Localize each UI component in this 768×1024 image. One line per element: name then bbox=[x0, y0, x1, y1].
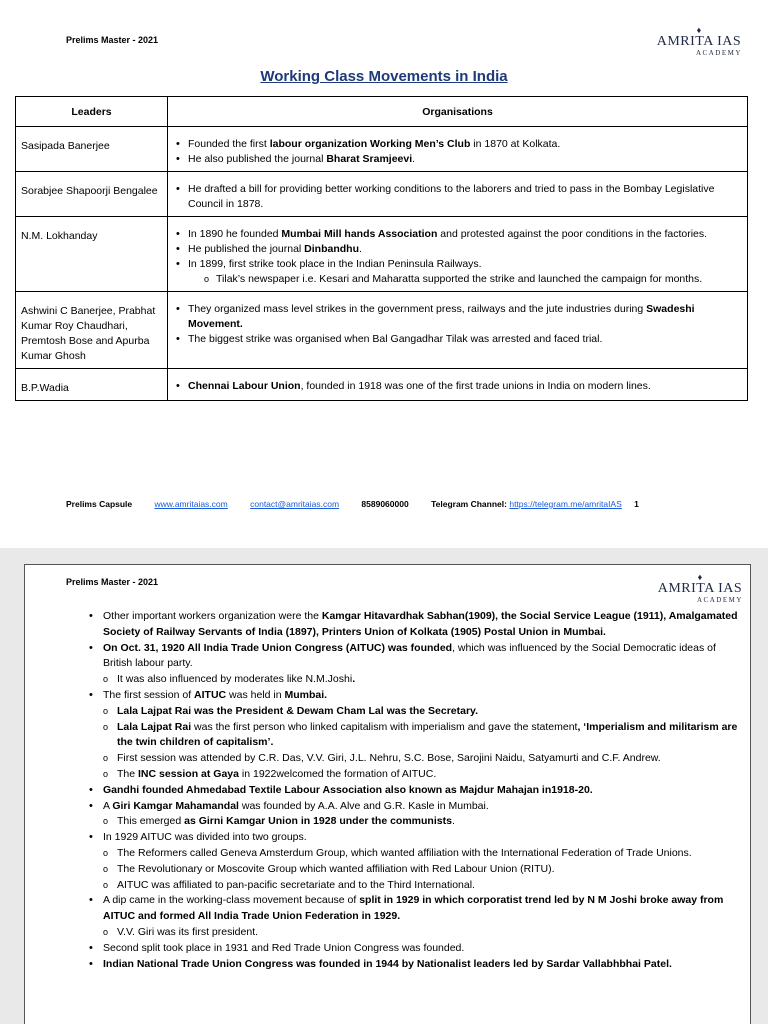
text-run: Founded the first bbox=[188, 138, 270, 150]
text-run: Swadeshi Movement. bbox=[188, 303, 695, 330]
table-row bbox=[16, 127, 748, 172]
header-label-2: Prelims Master - 2021 bbox=[66, 577, 159, 587]
text-run: Tilak’s newspaper i.e. Kesari and Maharatta supported the strike and launched the campaign for months. bbox=[216, 273, 703, 285]
text-run: labour organization Working Men’s Club bbox=[269, 138, 471, 150]
text-run: . bbox=[451, 815, 455, 828]
text-run: This emerged bbox=[117, 815, 185, 828]
text-run: AITUC bbox=[194, 688, 227, 701]
col-header-organisations: Organisations bbox=[168, 97, 748, 127]
list-item bbox=[174, 182, 741, 212]
bullet-list bbox=[174, 227, 741, 272]
sub-bullet-group bbox=[97, 720, 743, 752]
list-item bbox=[174, 137, 741, 152]
text-run: The first session of bbox=[103, 688, 195, 701]
text-run: Mumbai Mill hands Association bbox=[281, 228, 438, 240]
document-page-2 bbox=[24, 564, 751, 1024]
footer-label: Prelims Capsule bbox=[66, 499, 133, 509]
text-run: as Girni Kamgar Union in 1928 under the communists bbox=[184, 815, 452, 828]
leader-cell: B.P.Wadia bbox=[16, 369, 168, 401]
list-item bbox=[174, 379, 741, 394]
footer-telegram-label: Telegram Channel: bbox=[431, 499, 507, 509]
text-run: . bbox=[352, 673, 356, 686]
sub-bullet-group bbox=[97, 862, 743, 878]
list-item bbox=[174, 242, 741, 257]
list-item bbox=[83, 941, 743, 957]
academy-logo bbox=[656, 26, 742, 57]
list-item bbox=[83, 688, 743, 704]
bullet-group bbox=[83, 799, 743, 815]
logo-sub-2: ACADEMY bbox=[697, 596, 743, 604]
sub-bullet-list bbox=[202, 272, 741, 287]
organisations-cell bbox=[168, 369, 748, 401]
text-run: Kamgar Hitavardhak Sabhan(1909), the Social Service League (1911), Amalgamated Society of Railway Servants of India (1897), Printers Union of Kolkata (1905) Postal Union in Mumbai. bbox=[103, 610, 738, 638]
sub-bullet-group bbox=[97, 672, 743, 688]
text-run: In 1929 AITUC was divided into two groups. bbox=[103, 831, 307, 844]
list-item bbox=[174, 302, 741, 332]
text-run: The Revolutionary or Moscovite Group which wanted affiliation with Red Labour Union (RITU). bbox=[117, 862, 555, 875]
logo-name: AMRITA IAS bbox=[656, 34, 742, 49]
sub-bullet-group bbox=[97, 704, 743, 720]
page-title-text: Working Class Movements in India bbox=[260, 68, 508, 85]
movements-table bbox=[15, 96, 748, 401]
footer-page-number: 1 bbox=[634, 499, 639, 509]
list-item bbox=[83, 799, 743, 815]
list-item bbox=[83, 641, 743, 673]
text-run: AITUC was affiliated to pan-pacific secretariate and to the Third International. bbox=[117, 878, 475, 891]
text-run: Indian National Trade Union Congress was founded in 1944 by Nationalist leaders led by Sardar Vallabhbhai Patel. bbox=[103, 957, 672, 970]
organisations-cell bbox=[168, 217, 748, 292]
bullet-group bbox=[83, 941, 743, 957]
text-run: was founded by A.A. Alve and G.R. Kasle in Mumbai. bbox=[238, 799, 489, 812]
text-run: , ‘Imperialism and militarism are the twin children of capitalism’. bbox=[117, 720, 738, 749]
text-run: Giri Kamgar Mahamandal bbox=[112, 799, 239, 812]
leader-cell: Sorabjee Shapoorji Bengalee bbox=[16, 172, 168, 217]
text-run: , which was influenced by the Social Democratic ideas of British labour party. bbox=[103, 641, 716, 670]
table-row bbox=[16, 369, 748, 401]
list-item bbox=[83, 893, 743, 925]
sub-list-item bbox=[202, 272, 741, 287]
sub-list-item bbox=[97, 767, 743, 783]
sub-list-item bbox=[97, 704, 743, 720]
list-item bbox=[174, 257, 741, 272]
text-run: Lala Lajpat Rai bbox=[117, 720, 192, 733]
text-run: Chennai Labour Union bbox=[188, 380, 301, 392]
text-run: First session was attended by C.R. Das, V.V. Giri, J.L. Nehru, S.C. Bose, Sarojini Naidu, Satyamurti and C.F. Andrew. bbox=[117, 752, 661, 765]
footer-website-link[interactable]: www.amritaias.com bbox=[154, 499, 228, 509]
text-run: He drafted a bill for providing better working conditions to the laborers and tried to pass in the Bombay Legislative Council in 1878. bbox=[188, 183, 715, 210]
text-run: The bbox=[117, 767, 139, 780]
sub-bullet-group bbox=[97, 878, 743, 894]
bullet-group bbox=[83, 641, 743, 673]
sub-list-item bbox=[97, 814, 743, 830]
table-row bbox=[16, 172, 748, 217]
sub-bullet-group bbox=[97, 767, 743, 783]
logo-name-2: AMRITA IAS bbox=[657, 581, 743, 596]
list-item bbox=[174, 332, 741, 347]
leader-cell: N.M. Lokhanday bbox=[16, 217, 168, 292]
list-item bbox=[83, 830, 743, 846]
text-run: The biggest strike was organised when Bal Gangadhar Tilak was arrested and faced trial. bbox=[188, 333, 603, 345]
text-run: and protested against the poor conditions in the factories. bbox=[437, 228, 708, 240]
organisations-cell bbox=[168, 172, 748, 217]
sub-bullet-group bbox=[97, 925, 743, 941]
bullet-list bbox=[174, 182, 741, 212]
table-header-row bbox=[16, 97, 748, 127]
list-item bbox=[174, 227, 741, 242]
bullet-group bbox=[83, 957, 743, 973]
text-run: They organized mass level strikes in the government press, railways and the jute industries during bbox=[188, 303, 647, 315]
text-run: Other important workers organization were the bbox=[103, 610, 322, 622]
bullet-group bbox=[83, 688, 743, 704]
logo-flame-icon: ♦ bbox=[696, 25, 702, 35]
col-header-leaders: Leaders bbox=[16, 97, 168, 127]
text-run: INC session at Gaya bbox=[138, 767, 239, 780]
sub-list-item bbox=[97, 720, 743, 752]
bullet-list bbox=[174, 302, 741, 347]
bullet-list bbox=[83, 609, 743, 972]
text-run: in 1922welcomed the formation of AITUC. bbox=[238, 767, 437, 780]
footer-phone: 8589060000 bbox=[361, 499, 409, 509]
page-footer bbox=[66, 499, 639, 509]
logo-sub: ACADEMY bbox=[696, 49, 742, 57]
text-run: , founded in 1918 was one of the first trade unions in India on modern lines. bbox=[300, 380, 651, 392]
text-run: Bharat Sramjeevi bbox=[326, 153, 413, 165]
text-run: Dinbandhu bbox=[304, 243, 359, 255]
text-run: The Reformers called Geneva Amsterdum Group, which wanted affiliation with the International Federation of Trade Unions. bbox=[117, 846, 692, 859]
header-label: Prelims Master - 2021 bbox=[66, 35, 159, 45]
leader-cell: Sasipada Banerjee bbox=[16, 127, 168, 172]
bullet-group bbox=[83, 893, 743, 925]
logo-flame-icon: ♦ bbox=[697, 572, 703, 582]
text-run: was held in bbox=[226, 688, 285, 701]
footer-telegram-link[interactable]: https://telegram.me/amritaIAS bbox=[509, 499, 622, 509]
text-run: He published the journal bbox=[188, 243, 305, 255]
bullet-list bbox=[174, 137, 741, 167]
list-item bbox=[83, 609, 743, 641]
sub-list-item bbox=[97, 878, 743, 894]
academy-logo-2 bbox=[657, 573, 743, 604]
text-run: It was also influenced by moderates like N.M.Joshi bbox=[117, 673, 353, 686]
text-run: In 1899, first strike took place in the Indian Peninsula Railways. bbox=[188, 258, 482, 270]
list-item bbox=[83, 783, 743, 799]
text-run: V.V. Giri was its first president. bbox=[117, 925, 259, 938]
sub-bullet-group bbox=[97, 751, 743, 767]
sub-bullet-group bbox=[97, 814, 743, 830]
text-run: A dip came in the working-class movement because of bbox=[103, 894, 360, 907]
sub-list-item bbox=[97, 751, 743, 767]
list-item bbox=[83, 957, 743, 973]
text-run: A bbox=[103, 799, 113, 812]
list-item bbox=[174, 152, 741, 167]
sub-list-item bbox=[97, 846, 743, 862]
bullet-group bbox=[83, 783, 743, 799]
page-title bbox=[0, 68, 768, 86]
sub-list-item bbox=[97, 672, 743, 688]
organisations-cell bbox=[168, 292, 748, 369]
text-run: He also published the journal bbox=[188, 153, 327, 165]
footer-email-link[interactable]: contact@amritaias.com bbox=[250, 499, 340, 509]
sub-bullet-group bbox=[97, 846, 743, 862]
bullet-group bbox=[83, 830, 743, 846]
bullet-list bbox=[174, 379, 741, 394]
text-run: Second split took place in 1931 and Red Trade Union Congress was founded. bbox=[103, 941, 465, 954]
bullet-group bbox=[83, 609, 743, 641]
sub-list-item bbox=[97, 925, 743, 941]
text-run: Mumbai. bbox=[284, 688, 328, 701]
table-row bbox=[16, 292, 748, 369]
text-run: split in 1929 in which corporatist trend led by N M Joshi broke away from AITUC and formed All India Trade Union Federation in 1929. bbox=[103, 894, 724, 923]
text-run: In 1890 he founded bbox=[188, 228, 282, 240]
text-run: Lala Lajpat Rai was the President & Dewam Cham Lal was the Secretary. bbox=[117, 704, 479, 717]
text-run: . bbox=[359, 243, 362, 255]
organisations-cell bbox=[168, 127, 748, 172]
text-run: On Oct. 31, 1920 All India Trade Union Congress (AITUC) was founded bbox=[103, 641, 453, 654]
table-body bbox=[16, 127, 748, 401]
text-run: Gandhi founded Ahmedabad Textile Labour Association also known as Majdur Mahajan in1918-20. bbox=[103, 783, 593, 796]
text-run: . bbox=[412, 153, 416, 165]
sub-list-item bbox=[97, 862, 743, 878]
leader-cell: Ashwini C Banerjee, Prabhat Kumar Roy Chaudhari, Premtosh Bose and Apurba Kumar Ghosh bbox=[16, 292, 168, 369]
text-run: in 1870 at Kolkata. bbox=[470, 138, 561, 150]
table-row bbox=[16, 217, 748, 292]
text-run: was the first person who linked capitalism with imperialism and gave the statement bbox=[191, 720, 578, 733]
